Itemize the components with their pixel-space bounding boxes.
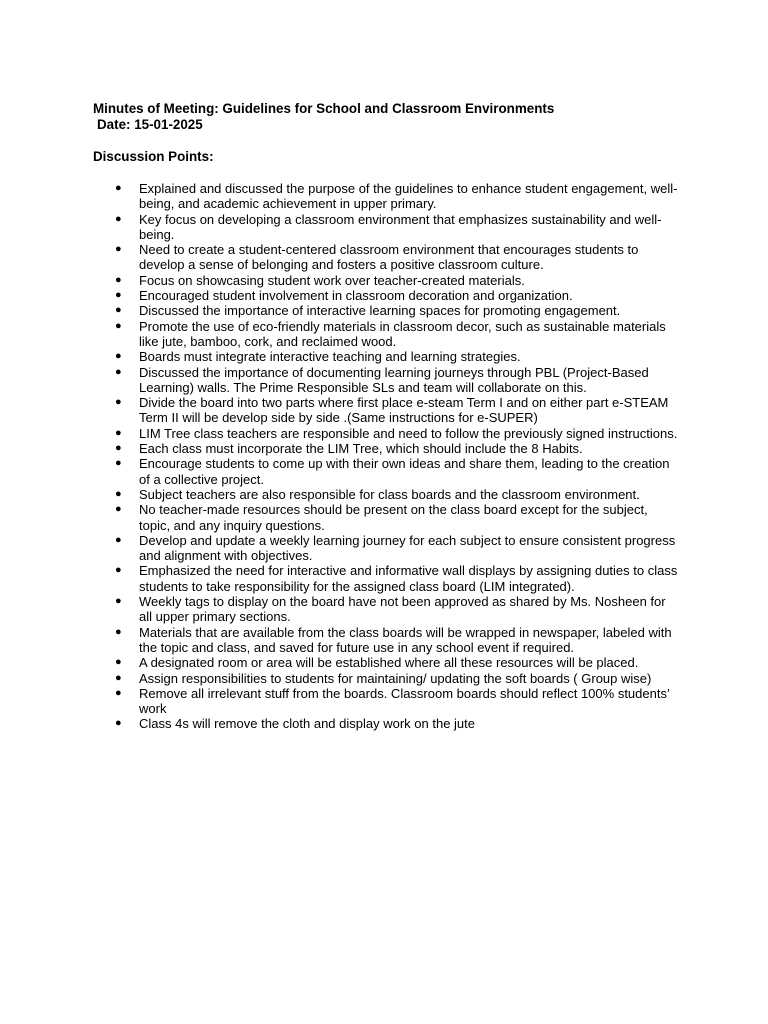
discussion-point: [93, 625, 693, 656]
bullet-icon: ●: [115, 182, 122, 194]
discussion-point: [93, 487, 693, 502]
bullet-icon: ●: [115, 426, 122, 439]
discussion-point: [93, 594, 693, 625]
discussion-point-text: Explained and discussed the purpose of the guidelines to enhance student engagement, well-being, and academic achievement in upper primary.: [139, 181, 678, 212]
discussion-point: [93, 441, 693, 456]
discussion-point-text: Class 4s will remove the cloth and display work on the jute: [139, 716, 475, 732]
bullet-icon: ●: [115, 212, 122, 225]
discussion-point-text: Discussed the importance of interactive learning spaces for promoting engagement.: [139, 303, 621, 319]
discussion-point: [93, 349, 693, 364]
discussion-point-text: Subject teachers are also responsible for class boards and the classroom environment.: [139, 486, 640, 502]
discussion-point: [93, 533, 693, 564]
discussion-point: [93, 456, 693, 487]
discussion-point-text: Encouraged student involvement in classroom decoration and organization.: [139, 288, 573, 304]
discussion-point-text: Encourage students to come up with their own ideas and share them, leading to the creation of a collective project.: [139, 456, 670, 487]
bullet-icon: ●: [115, 533, 122, 546]
bullet-icon: ●: [115, 289, 122, 302]
discussion-point-text: Develop and update a weekly learning journey for each subject to ensure consistent progress and alignment with objectives.: [139, 532, 676, 564]
bullet-icon: ●: [115, 503, 122, 516]
discussion-point: [93, 181, 693, 212]
bullet-icon: ●: [115, 350, 122, 363]
bullet-icon: ●: [115, 686, 122, 699]
discussion-point-text: Promote the use of eco-friendly materials in classroom decor, such as sustainable materials like jute, bamboo, cork, and reclaimed wood.: [139, 318, 666, 349]
discussion-point-text: No teacher-made resources should be present on the class board except for the subject, topic, and any inquiry questions.: [139, 502, 648, 533]
bullet-icon: ●: [115, 717, 122, 730]
bullet-icon: ●: [115, 625, 122, 638]
discussion-point: [93, 395, 693, 426]
document-body: [93, 101, 693, 732]
discussion-points-list: [93, 181, 693, 732]
discussion-point: [93, 563, 693, 594]
section-heading: Discussion Points:: [93, 149, 214, 164]
discussion-point: [93, 686, 693, 717]
discussion-point-text: Remove all irrelevant stuff from the boards. Classroom boards should reflect 100% students’ work: [139, 685, 670, 717]
discussion-point: [93, 273, 693, 288]
discussion-point: [93, 319, 693, 350]
bullet-icon: ●: [115, 365, 122, 378]
discussion-point-text: Key focus on developing a classroom environment that emphasizes sustainability and well-being.: [139, 211, 662, 242]
discussion-point: [93, 502, 693, 533]
discussion-point-text: Weekly tags to display on the board have not been approved as shared by Ms. Nosheen for all upper primary sections.: [139, 594, 666, 625]
discussion-point: [93, 671, 693, 686]
bullet-icon: ●: [115, 595, 122, 608]
discussion-point-text: Discussed the importance of documenting learning journeys through PBL (Project-Based Learning) walls. The Prime Responsible SLs and team will collaborate on this.: [139, 364, 649, 395]
bullet-icon: ●: [115, 656, 122, 669]
bullet-icon: ●: [115, 457, 122, 470]
meeting-date: Date: 15-01-2025: [97, 117, 203, 132]
discussion-point-text: Emphasized the need for interactive and informative wall displays by assigning duties to class students to take responsibility for the assigned class board (LIM integrated).: [139, 563, 678, 594]
bullet-icon: ●: [115, 564, 122, 577]
discussion-point-text: A designated room or area will be established where all these resources will be placed.: [139, 655, 639, 671]
discussion-point: [93, 242, 693, 273]
document-title: Minutes of Meeting: Guidelines for School and Classroom Environments: [93, 101, 555, 116]
bullet-icon: ●: [115, 671, 122, 684]
discussion-point: [93, 655, 693, 670]
discussion-point-text: Assign responsibilities to students for maintaining/ updating the soft boards ( Group wise): [139, 670, 652, 686]
discussion-point-text: Focus on showcasing student work over teacher-created materials.: [139, 272, 525, 288]
discussion-point-text: Boards must integrate interactive teaching and learning strategies.: [139, 349, 521, 365]
discussion-point-text: Each class must incorporate the LIM Tree, which should include the 8 Habits.: [139, 441, 583, 457]
discussion-point-text: Divide the board into two parts where first place e-steam Term I and on either part e-STEAM Term II will be develop side by side .(Same instructions for e-SUPER): [139, 395, 669, 426]
discussion-point-text: Materials that are available from the class boards will be wrapped in newspaper, labeled with the topic and class, and saved for future use in any school event if required.: [139, 624, 672, 655]
discussion-point: [93, 288, 693, 303]
discussion-point: [93, 303, 693, 318]
discussion-point: [93, 212, 693, 243]
discussion-point-text: LIM Tree class teachers are responsible and need to follow the previously signed instructions.: [139, 425, 678, 441]
bullet-icon: ●: [115, 396, 122, 409]
bullet-icon: ●: [115, 319, 122, 332]
discussion-point: [93, 716, 693, 731]
discussion-point: [93, 426, 693, 441]
bullet-icon: ●: [115, 442, 122, 455]
bullet-icon: ●: [115, 487, 122, 500]
discussion-point: [93, 365, 693, 396]
bullet-icon: ●: [115, 304, 122, 317]
discussion-point-text: Need to create a student-centered classroom environment that encourages students to develop a sense of belonging and fosters a positive classroom culture.: [139, 242, 639, 273]
bullet-icon: ●: [115, 243, 122, 256]
bullet-icon: ●: [115, 273, 122, 286]
